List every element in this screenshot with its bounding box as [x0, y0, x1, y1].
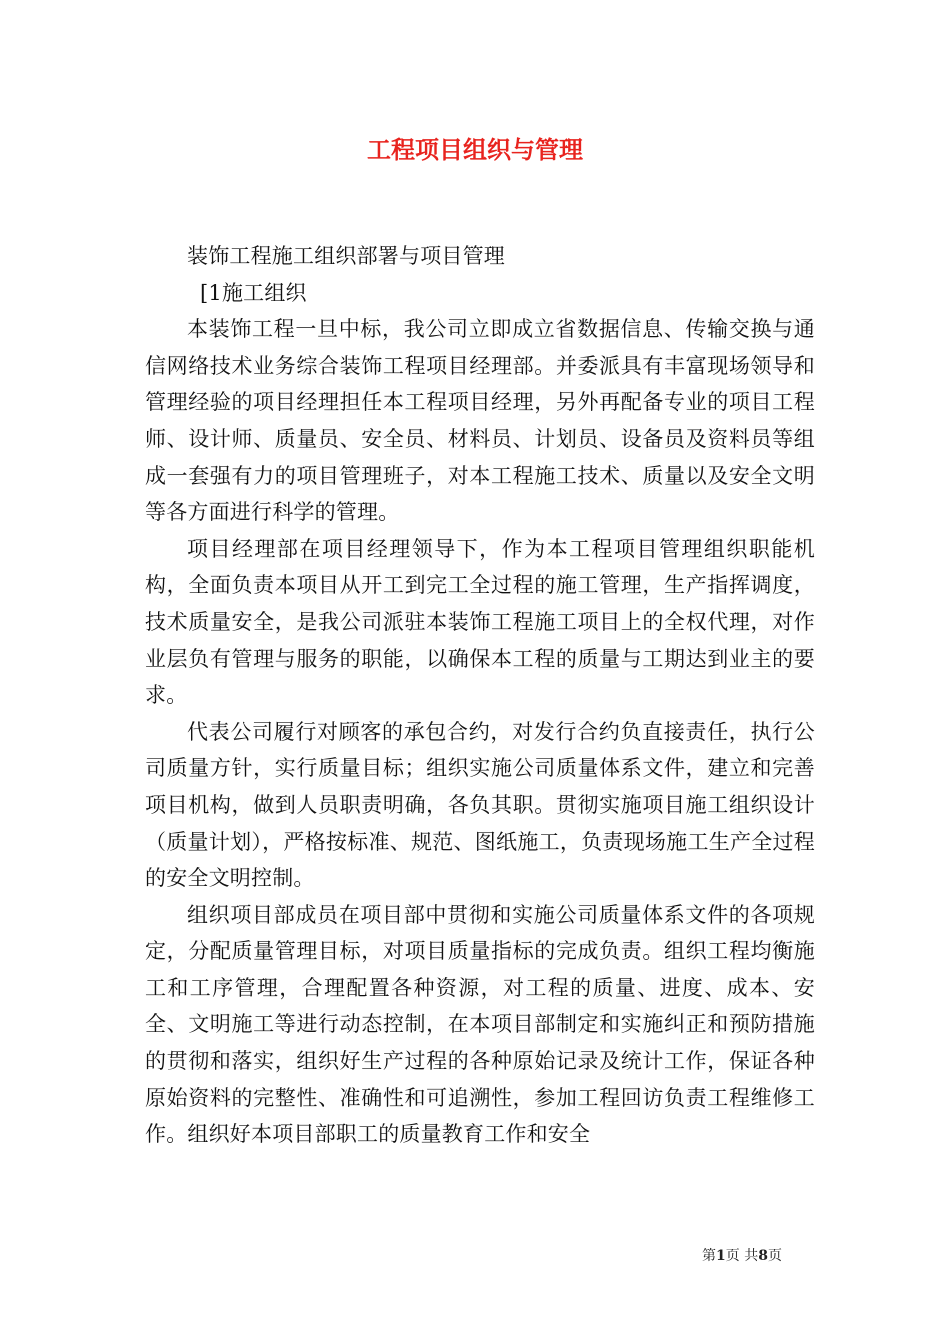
footer-prefix: 第	[702, 1248, 716, 1264]
paragraph: 本装饰工程一旦中标，我公司立即成立省数据信息、传输交换与通信网络技术业务综合装饰工程项目经理部。并委派具有丰富现场领导和管理经验的项目经理担任本工程项目经理，另外再配备专业的项目工程师、设计师、质量员、安全员、材料员、计划员、设备员及资料员等组成一套强有力的项目管理班子，对本工程施工技术、质量以及安全文明等各方面进行科学的管理。	[145, 317, 815, 525]
subheading: 装饰工程施工组织部署与项目管理	[187, 244, 505, 268]
total-page-number: 8	[758, 1248, 768, 1264]
document-body	[145, 238, 815, 1153]
page-footer	[702, 1246, 782, 1266]
paragraph: 代表公司履行对顾客的承包合约，对发行合约负直接责任，执行公司质量方针，实行质量目标；组织实施公司质量体系文件，建立和完善项目机构，做到人员职责明确，各负其职。贯彻实施项目施工组织设计（质量计划），严格按标准、规范、图纸施工，负责现场施工生产全过程的安全文明控制。	[145, 719, 815, 891]
paragraph: 组织项目部成员在项目部中贯彻和实施公司质量体系文件的各项规定，分配质量管理目标，对项目质量指标的完成负责。组织工程均衡施工和工序管理，合理配置各种资源，对工程的质量、进度、成本、安全、文明施工等进行动态控制，在本项目部制定和实施纠正和预防措施的贯彻和落实，组织好生产过程的各种原始记录及统计工作，保证各种原始资料的完整性、准确性和可追溯性，参加工程回访负责工程维修工作。组织好本项目部职工的质量教育工作和安全	[145, 902, 815, 1147]
current-page-number: 1	[716, 1248, 726, 1264]
document-title: 工程项目组织与管理	[367, 135, 583, 164]
paragraph: 项目经理部在项目经理领导下，作为本工程项目管理组织职能机构，全面负责本项目从开工到完工全过程的施工管理，生产指挥调度，技术质量安全，是我公司派驻本装饰工程施工项目上的全权代理，对作业层负有管理与服务的职能，以确保本工程的质量与工期达到业主的要求。	[145, 536, 815, 708]
footer-suffix: 页	[767, 1248, 782, 1264]
section-label: [1施工组织	[200, 280, 307, 305]
footer-middle: 页 共	[725, 1248, 759, 1264]
